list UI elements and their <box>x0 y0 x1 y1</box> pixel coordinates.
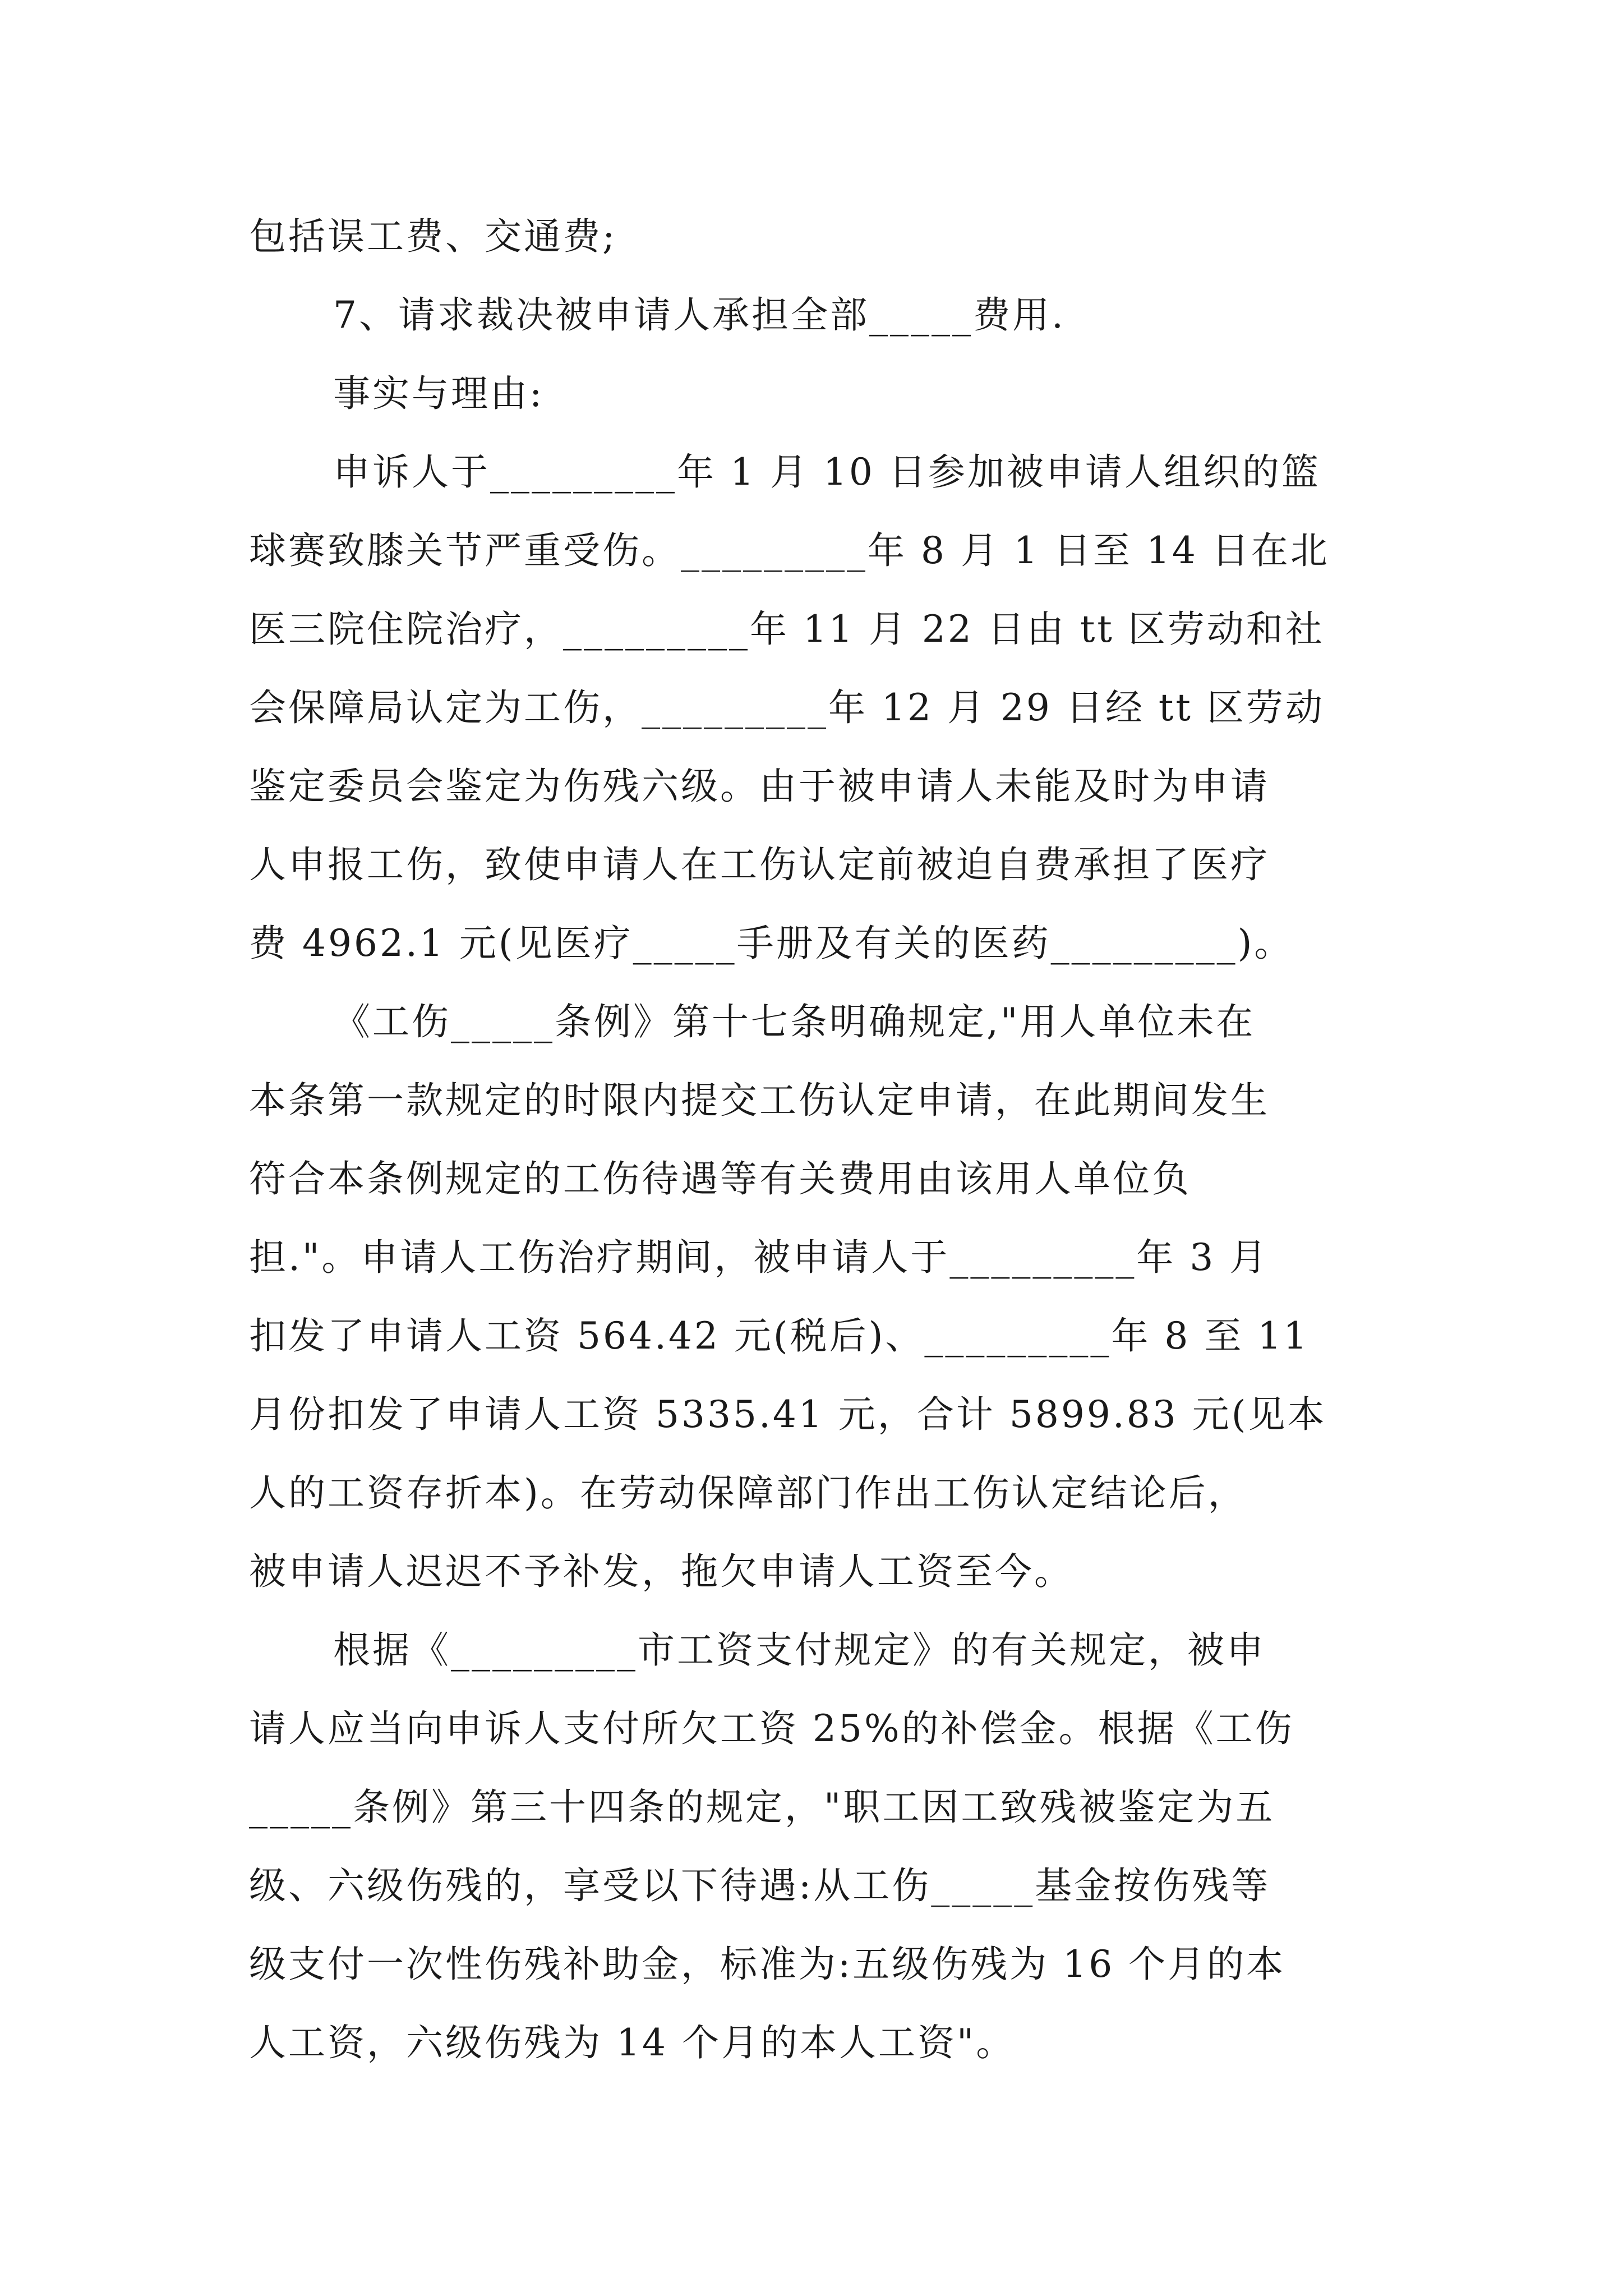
section-heading-facts: 事实与理由: <box>333 372 545 415</box>
text-line-9: 人申报工伤，致使申请人在工伤认定前被迫自费承担了医疗 <box>249 843 1270 886</box>
text-line-5: 球赛致膝关节严重受伤。_________年 8 月 1 日至 14 日在北 <box>249 529 1330 572</box>
text-line-21: _____条例》第三十四条的规定，"职工因工致残被鉴定为五 <box>249 1786 1275 1829</box>
text-line-16: 月份扣发了申请人工资 5335.41 元，合计 5899.83 元(见本 <box>249 1393 1327 1436</box>
text-line-10: 费 4962.1 元(见医疗_____手册及有关的医药_________)。 <box>249 922 1294 965</box>
text-line-19: 根据《_________市工资支付规定》的有关规定，被申 <box>333 1628 1266 1672</box>
text-line-2: 7、请求裁决被申请人承担全部_____费用. <box>333 293 1066 337</box>
text-line-13: 符合本条例规定的工伤待遇等有关费用由该用人单位负 <box>249 1157 1191 1200</box>
text-line-22: 级、六级伤残的，享受以下待遇:从工伤_____基金按伤残等 <box>249 1864 1271 1907</box>
text-line-6: 医三院住院治疗，_________年 11 月 22 日由 tt 区劳动和社 <box>249 608 1325 651</box>
text-line-4: 申诉人于_________年 1 月 10 日参加被申请人组织的篮 <box>333 450 1321 494</box>
text-line-20: 请人应当向申诉人支付所欠工资 25%的补偿金。根据《工伤 <box>249 1707 1294 1750</box>
text-line-18: 被申请人迟迟不予补发，拖欠申请人工资至今。 <box>249 1550 1073 1593</box>
text-line-1: 包括误工费、交通费; <box>249 215 617 258</box>
document-body <box>249 197 1393 2082</box>
text-line-8: 鉴定委员会鉴定为伤残六级。由于被申请人未能及时为申请 <box>249 765 1270 808</box>
text-line-15: 扣发了申请人工资 564.42 元(税后)、_________年 8 至 11 <box>249 1314 1310 1358</box>
text-line-24: 人工资，六级伤残为 14 个月的本人工资"。 <box>249 2021 1016 2064</box>
text-line-23: 级支付一次性伤残补助金，标准为:五级伤残为 16 个月的本 <box>249 1943 1286 1986</box>
text-line-11: 《工伤_____条例》第十七条明确规定,"用人单位未在 <box>333 1000 1256 1043</box>
text-line-7: 会保障局认定为工伤，_________年 12 月 29 日经 tt 区劳动 <box>249 686 1325 729</box>
text-line-17: 人的工资存折本)。在劳动保障部门作出工伤认定结论后， <box>249 1471 1247 1515</box>
text-line-12: 本条第一款规定的时限内提交工伤认定申请，在此期间发生 <box>249 1079 1270 1122</box>
text-line-14: 担."。申请人工伤治疗期间，被申请人于_________年 3 月 <box>249 1236 1269 1279</box>
